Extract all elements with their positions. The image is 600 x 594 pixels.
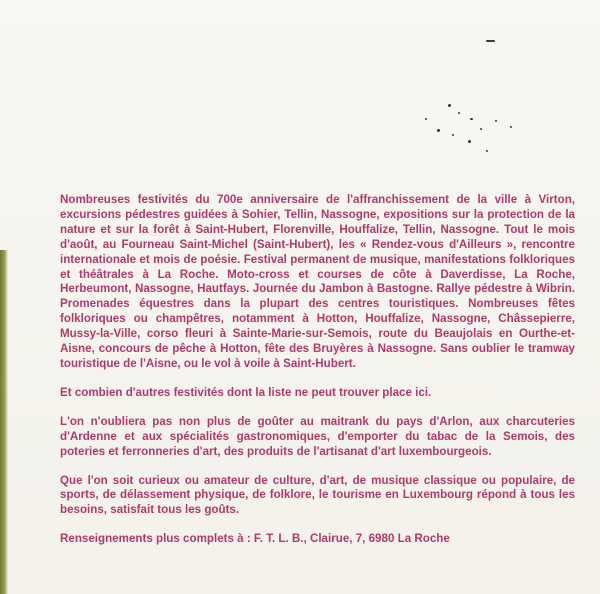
paragraph-festivities: Nombreuses festivités du 700e anniversaire de l'affranchissement de la ville à Virton, excursions pédestres guidées à Sohier, Tellin, Nassogne, expositions sur la protection de la nature et sur la forêt à Saint-Hubert, Florenville, Houffalize, Tellin, Nassogne. Tout le mois d'août, au Fourneau Saint-Michel (Saint-Hubert), les « Rendez-vous d'Ailleurs », rencontre internationale et mois de poésie. Festival permanent de musique, manifestations folkloriques et théâtrales à La Roche. Moto-cross et courses de côte à Daverdisse, La Roche, Herbeumont, Nassogne, Hautfays. Journée du Jambon à Bastogne. Rallye pédestre à Wibrin. Promenades équestres dans la plupart des centres touristiques. Nombreuses fêtes folkloriques ou champêtres, notamment à Hotton, Houffalize, Nassogne, Châssepierre, Mussy-la-Ville, corso fleuri à Sainte-Marie-sur-Semois, route du Beaujolais en Ourthe-et-Aisne, concours de pêche à Hotton, fête des Bruyères à Nassogne. Sans oublier le tramway touristique de l'Aisne, ou le vol à voile à Saint-Hubert. [60, 193, 575, 370]
paragraph-other-festivities: Et combien d'autres festivités dont la liste ne peut trouver place ici. [60, 385, 432, 399]
paragraph-tourism: Que l'on soit curieux ou amateur de culture, d'art, de musique classique ou populaire, de sports, de délassement physique, de folklore, le tourisme en Luxembourg répond à tous les besoins, satisfait tous les goûts. [60, 473, 575, 517]
paragraph-contact-info: Renseignements plus complets à : F. T. L. B., Clairue, 7, 6980 La Roche [60, 532, 450, 546]
paragraph-gastronomy: L'on n'oubliera pas non plus de goûter au maitrank du pays d'Arlon, aux charcuteries d'Ardenne et aux spécialités gastronomiques, d'emporter du tabac de la Semois, des poteries et ferronneries d'art, des produits de l'artisanat d'art luxembourgeois. [60, 414, 575, 458]
document-body [60, 193, 575, 547]
page-edge-strip [0, 250, 8, 594]
